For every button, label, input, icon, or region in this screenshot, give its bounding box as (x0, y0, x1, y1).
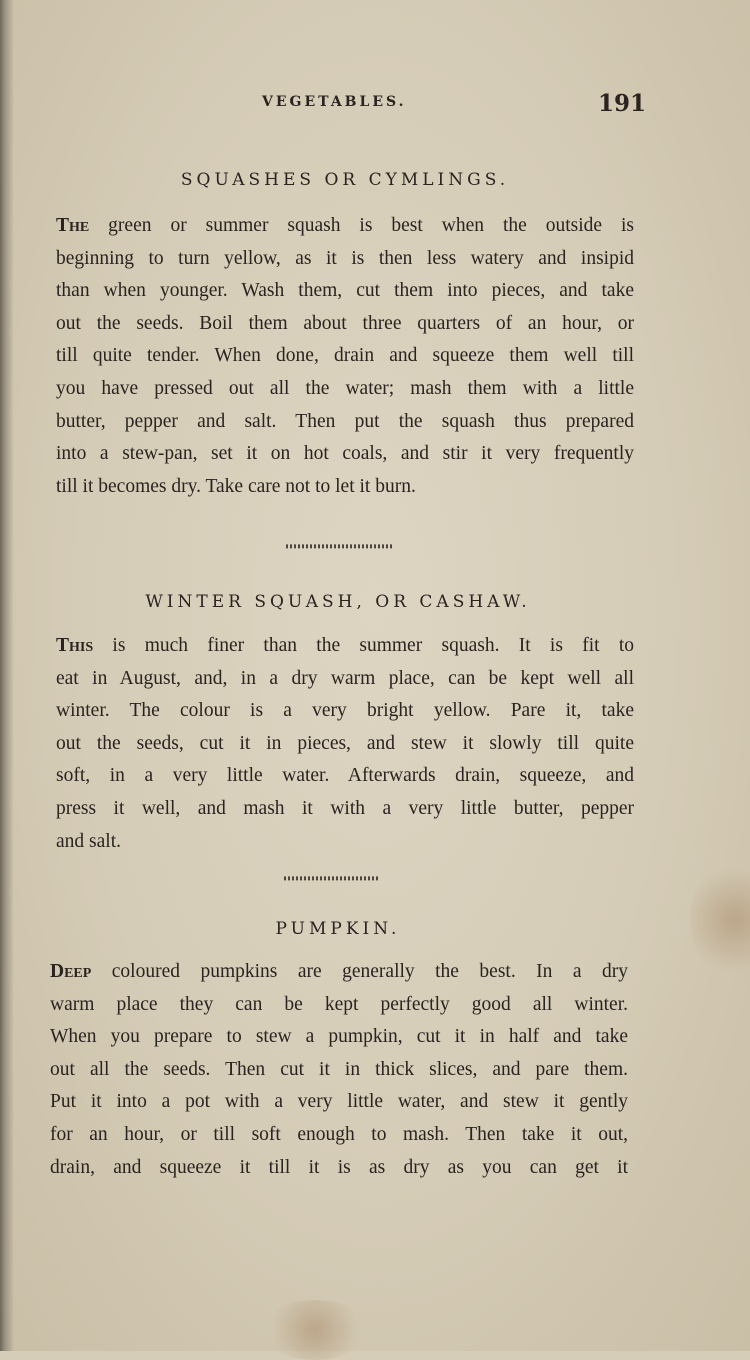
section-heading: PUMPKIN. (275, 919, 401, 939)
paragraph-line: press it well, and mash it with a very little butter, pepper (56, 797, 634, 819)
section-paragraph (56, 210, 634, 503)
paragraph-line: soft, in a very little water. Afterwards drain, squeeze, and (56, 765, 634, 787)
section-divider-ornament (284, 874, 378, 882)
paragraph-line: warm place they can be kept perfectly good all winter. (50, 993, 628, 1015)
section-divider-ornament (286, 542, 394, 550)
paragraph-line: The green or summer squash is best when the outside is (56, 215, 634, 236)
lead-word: This (56, 635, 94, 656)
paragraph-line: than when younger. Wash them, cut them into pieces, and take (56, 280, 634, 302)
paragraph-line: out the seeds. Boil them about three quarters of an hour, or (56, 312, 634, 334)
paragraph-line: out all the seeds. Then cut it in thick slices, and pare them. (50, 1058, 628, 1080)
paragraph-line: beginning to turn yellow, as it is then less watery and insipid (56, 247, 634, 269)
section-paragraph (50, 956, 628, 1184)
paragraph-line: out the seeds, cut it in pieces, and stew it slowly till quite (56, 732, 634, 754)
section-heading: SQUASHES OR CYMLINGS. (180, 170, 510, 190)
paragraph-line: drain, and squeeze it till it is as dry as you can get it (50, 1156, 628, 1178)
paragraph-line: butter, pepper and salt. Then put the squash thus prepared (56, 410, 634, 432)
lead-word: The (56, 215, 90, 236)
paragraph-line: and salt. (56, 830, 121, 852)
page-gutter-shadow (0, 0, 14, 1351)
section-paragraph (56, 630, 634, 858)
paragraph-line: into a stew-pan, set it on hot coals, and stir it very frequently (56, 443, 634, 465)
paragraph-line: till quite tender. When done, drain and squeeze them well till (56, 345, 634, 367)
paragraph-line: you have pressed out all the water; mash them with a little (56, 377, 634, 399)
paragraph-line: When you prepare to stew a pumpkin, cut it in half and take (50, 1026, 628, 1048)
running-head (0, 92, 750, 116)
foxing-stain (260, 1300, 370, 1360)
running-title: VEGETABLES. (262, 94, 407, 110)
paragraph-line: Deep coloured pumpkins are generally the best. In a dry (50, 961, 628, 982)
paragraph-line: Put it into a pot with a very little water, and stew it gently (50, 1091, 628, 1113)
section-heading: WINTER SQUASH, OR CASHAW. (145, 592, 531, 612)
paragraph-line: winter. The colour is a very bright yellow. Pare it, take (56, 700, 634, 722)
foxing-stain (690, 860, 750, 980)
lead-word: Deep (50, 961, 92, 982)
paragraph-line: till it becomes dry. Take care not to let it burn. (56, 475, 416, 497)
paragraph-line: This is much finer than the summer squash. It is fit to (56, 635, 634, 656)
paragraph-line: for an hour, or till soft enough to mash. Then take it out, (50, 1123, 628, 1145)
page-number: 191 (598, 90, 647, 117)
paragraph-line: eat in August, and, in a dry warm place, can be kept well all (56, 667, 634, 689)
